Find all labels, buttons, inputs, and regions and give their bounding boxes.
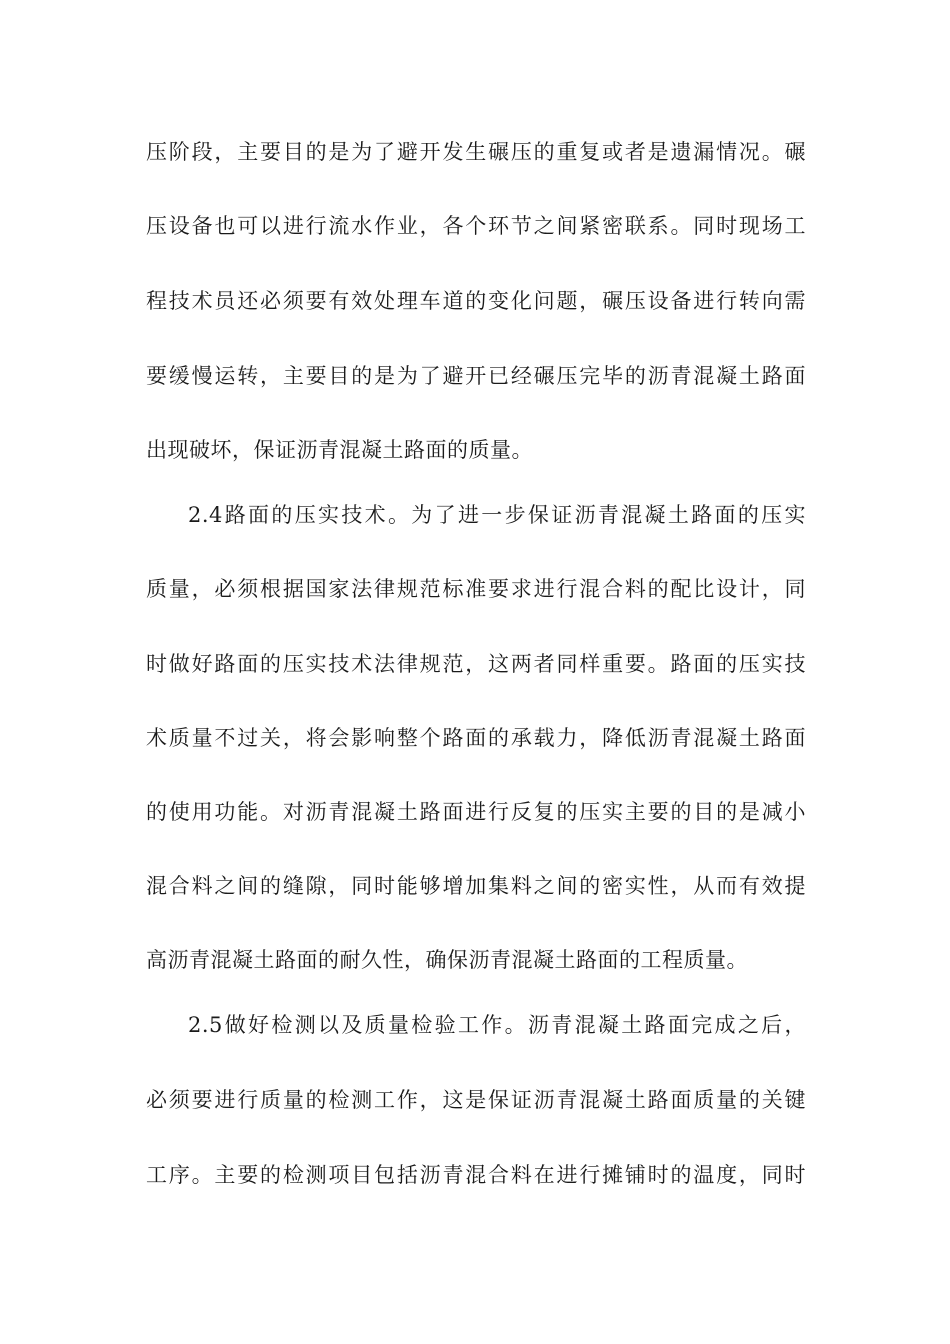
text-line: 要缓慢运转，主要目的是为了避开已经碾压完毕的沥青混凝土路面 — [146, 364, 806, 388]
text-line: 术质量不过关，将会影响整个路面的承载力，降低沥青混凝土路面 — [146, 726, 806, 750]
text-line: 的使用功能。对沥青混凝土路面进行反复的压实主要的目的是减小 — [146, 800, 806, 824]
text-line: 时做好路面的压实技术法律规范，这两者同样重要。路面的压实技 — [146, 652, 806, 676]
text-line: 压设备也可以进行流水作业，各个环节之间紧密联系。同时现场工 — [146, 214, 806, 238]
text-line: 工序。主要的检测项目包括沥青混合料在进行摊铺时的温度，同时 — [146, 1163, 806, 1187]
text-line: 混合料之间的缝隙，同时能够增加集料之间的密实性，从而有效提 — [146, 874, 806, 898]
paragraph-heading-line: 2.5做好检测以及质量检验工作。沥青混凝土路面完成之后， — [188, 1013, 806, 1037]
text-line: 程技术员还必须要有效处理车道的变化问题，碾压设备进行转向需 — [146, 289, 806, 313]
text-line: 压阶段，主要目的是为了避开发生碾压的重复或者是遗漏情况。碾 — [146, 140, 806, 164]
text-line: 出现破坏，保证沥青混凝土路面的质量。 — [146, 438, 533, 462]
paragraph-heading-line: 2.4路面的压实技术。为了进一步保证沥青混凝土路面的压实 — [188, 503, 806, 527]
text-line: 必须要进行质量的检测工作，这是保证沥青混凝土路面质量的关键 — [146, 1088, 806, 1112]
text-line: 质量，必须根据国家法律规范标准要求进行混合料的配比设计，同 — [146, 577, 806, 601]
text-line: 高沥青混凝土路面的耐久性，确保沥青混凝土路面的工程质量。 — [146, 948, 748, 972]
